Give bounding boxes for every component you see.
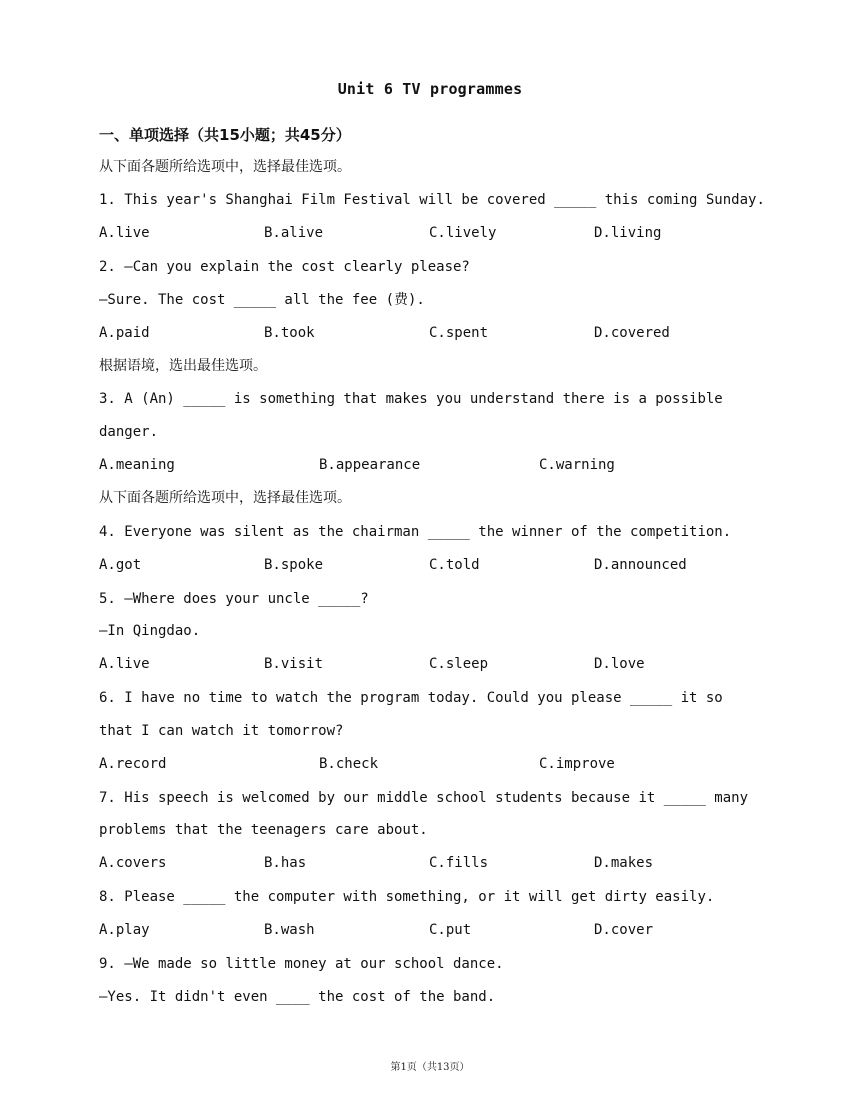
option-a[interactable]: A.meaning — [99, 457, 175, 473]
option-d[interactable]: D.love — [594, 656, 645, 672]
options-q1 — [99, 223, 799, 243]
question-5-reply: —In Qingdao. — [99, 623, 201, 639]
question-9-reply: —Yes. It didn't even ____ the cost of the band. — [99, 989, 496, 1005]
option-b[interactable]: B.visit — [264, 656, 324, 672]
options-q4 — [99, 555, 799, 575]
question-7-continued: problems that the teenagers care about. — [99, 822, 428, 838]
option-b[interactable]: B.spoke — [264, 557, 324, 573]
instruction-line: 根据语境，选出最佳选项。 — [99, 358, 267, 374]
option-a[interactable]: A.record — [99, 756, 167, 772]
document-title: Unit 6 TV programmes — [337, 80, 523, 98]
question-2: 2. —Can you explain the cost clearly please? — [99, 259, 470, 275]
question-6-continued: that I can watch it tomorrow? — [99, 723, 344, 739]
page-number-footer: 第1页（共13页） — [390, 1062, 470, 1073]
question-3: 3. A (An) _____ is something that makes you understand there is a possible — [99, 391, 723, 407]
option-c[interactable]: C.sleep — [429, 656, 489, 672]
options-q2 — [99, 323, 799, 343]
option-b[interactable]: B.appearance — [319, 457, 421, 473]
options-q7 — [99, 853, 799, 873]
question-3-continued: danger. — [99, 424, 159, 440]
instruction-line: 从下面各题所给选项中，选择最佳选项。 — [99, 490, 351, 506]
question-1: 1. This year's Shanghai Film Festival will be covered _____ this coming Sunday. — [99, 192, 765, 208]
question-9: 9. —We made so little money at our school dance. — [99, 956, 504, 972]
option-d[interactable]: D.covered — [594, 325, 670, 341]
option-c[interactable]: C.improve — [539, 756, 615, 772]
option-d[interactable]: D.makes — [594, 855, 654, 871]
options-q5 — [99, 654, 799, 674]
question-6: 6. I have no time to watch the program today. Could you please _____ it so — [99, 690, 723, 706]
option-b[interactable]: B.has — [264, 855, 307, 871]
option-c[interactable]: C.put — [429, 922, 472, 938]
question-8: 8. Please _____ the computer with something, or it will get dirty easily. — [99, 889, 715, 905]
question-7: 7. His speech is welcomed by our middle school students because it _____ many — [99, 790, 749, 806]
option-b[interactable]: B.alive — [264, 225, 324, 241]
option-b[interactable]: B.wash — [264, 922, 315, 938]
option-d[interactable]: D.living — [594, 225, 662, 241]
option-a[interactable]: A.live — [99, 225, 150, 241]
option-b[interactable]: B.check — [319, 756, 379, 772]
option-d[interactable]: D.announced — [594, 557, 687, 573]
options-q3 — [99, 455, 799, 475]
section-heading: 一、单项选择（共15小题；共45分） — [99, 126, 351, 144]
option-c[interactable]: C.lively — [429, 225, 497, 241]
option-d[interactable]: D.cover — [594, 922, 654, 938]
option-a[interactable]: A.got — [99, 557, 142, 573]
options-q8 — [99, 920, 799, 940]
question-2-reply: —Sure. The cost _____ all the fee (费). — [99, 292, 425, 308]
option-b[interactable]: B.took — [264, 325, 315, 341]
option-a[interactable]: A.covers — [99, 855, 167, 871]
option-c[interactable]: C.told — [429, 557, 480, 573]
option-c[interactable]: C.warning — [539, 457, 615, 473]
option-c[interactable]: C.spent — [429, 325, 489, 341]
instruction-line: 从下面各题所给选项中，选择最佳选项。 — [99, 159, 351, 175]
question-4: 4. Everyone was silent as the chairman _____ the winner of the competition. — [99, 524, 732, 540]
option-a[interactable]: A.paid — [99, 325, 150, 341]
options-q6 — [99, 754, 799, 774]
option-a[interactable]: A.play — [99, 922, 150, 938]
question-5: 5. —Where does your uncle _____? — [99, 591, 369, 607]
option-a[interactable]: A.live — [99, 656, 150, 672]
option-c[interactable]: C.fills — [429, 855, 489, 871]
